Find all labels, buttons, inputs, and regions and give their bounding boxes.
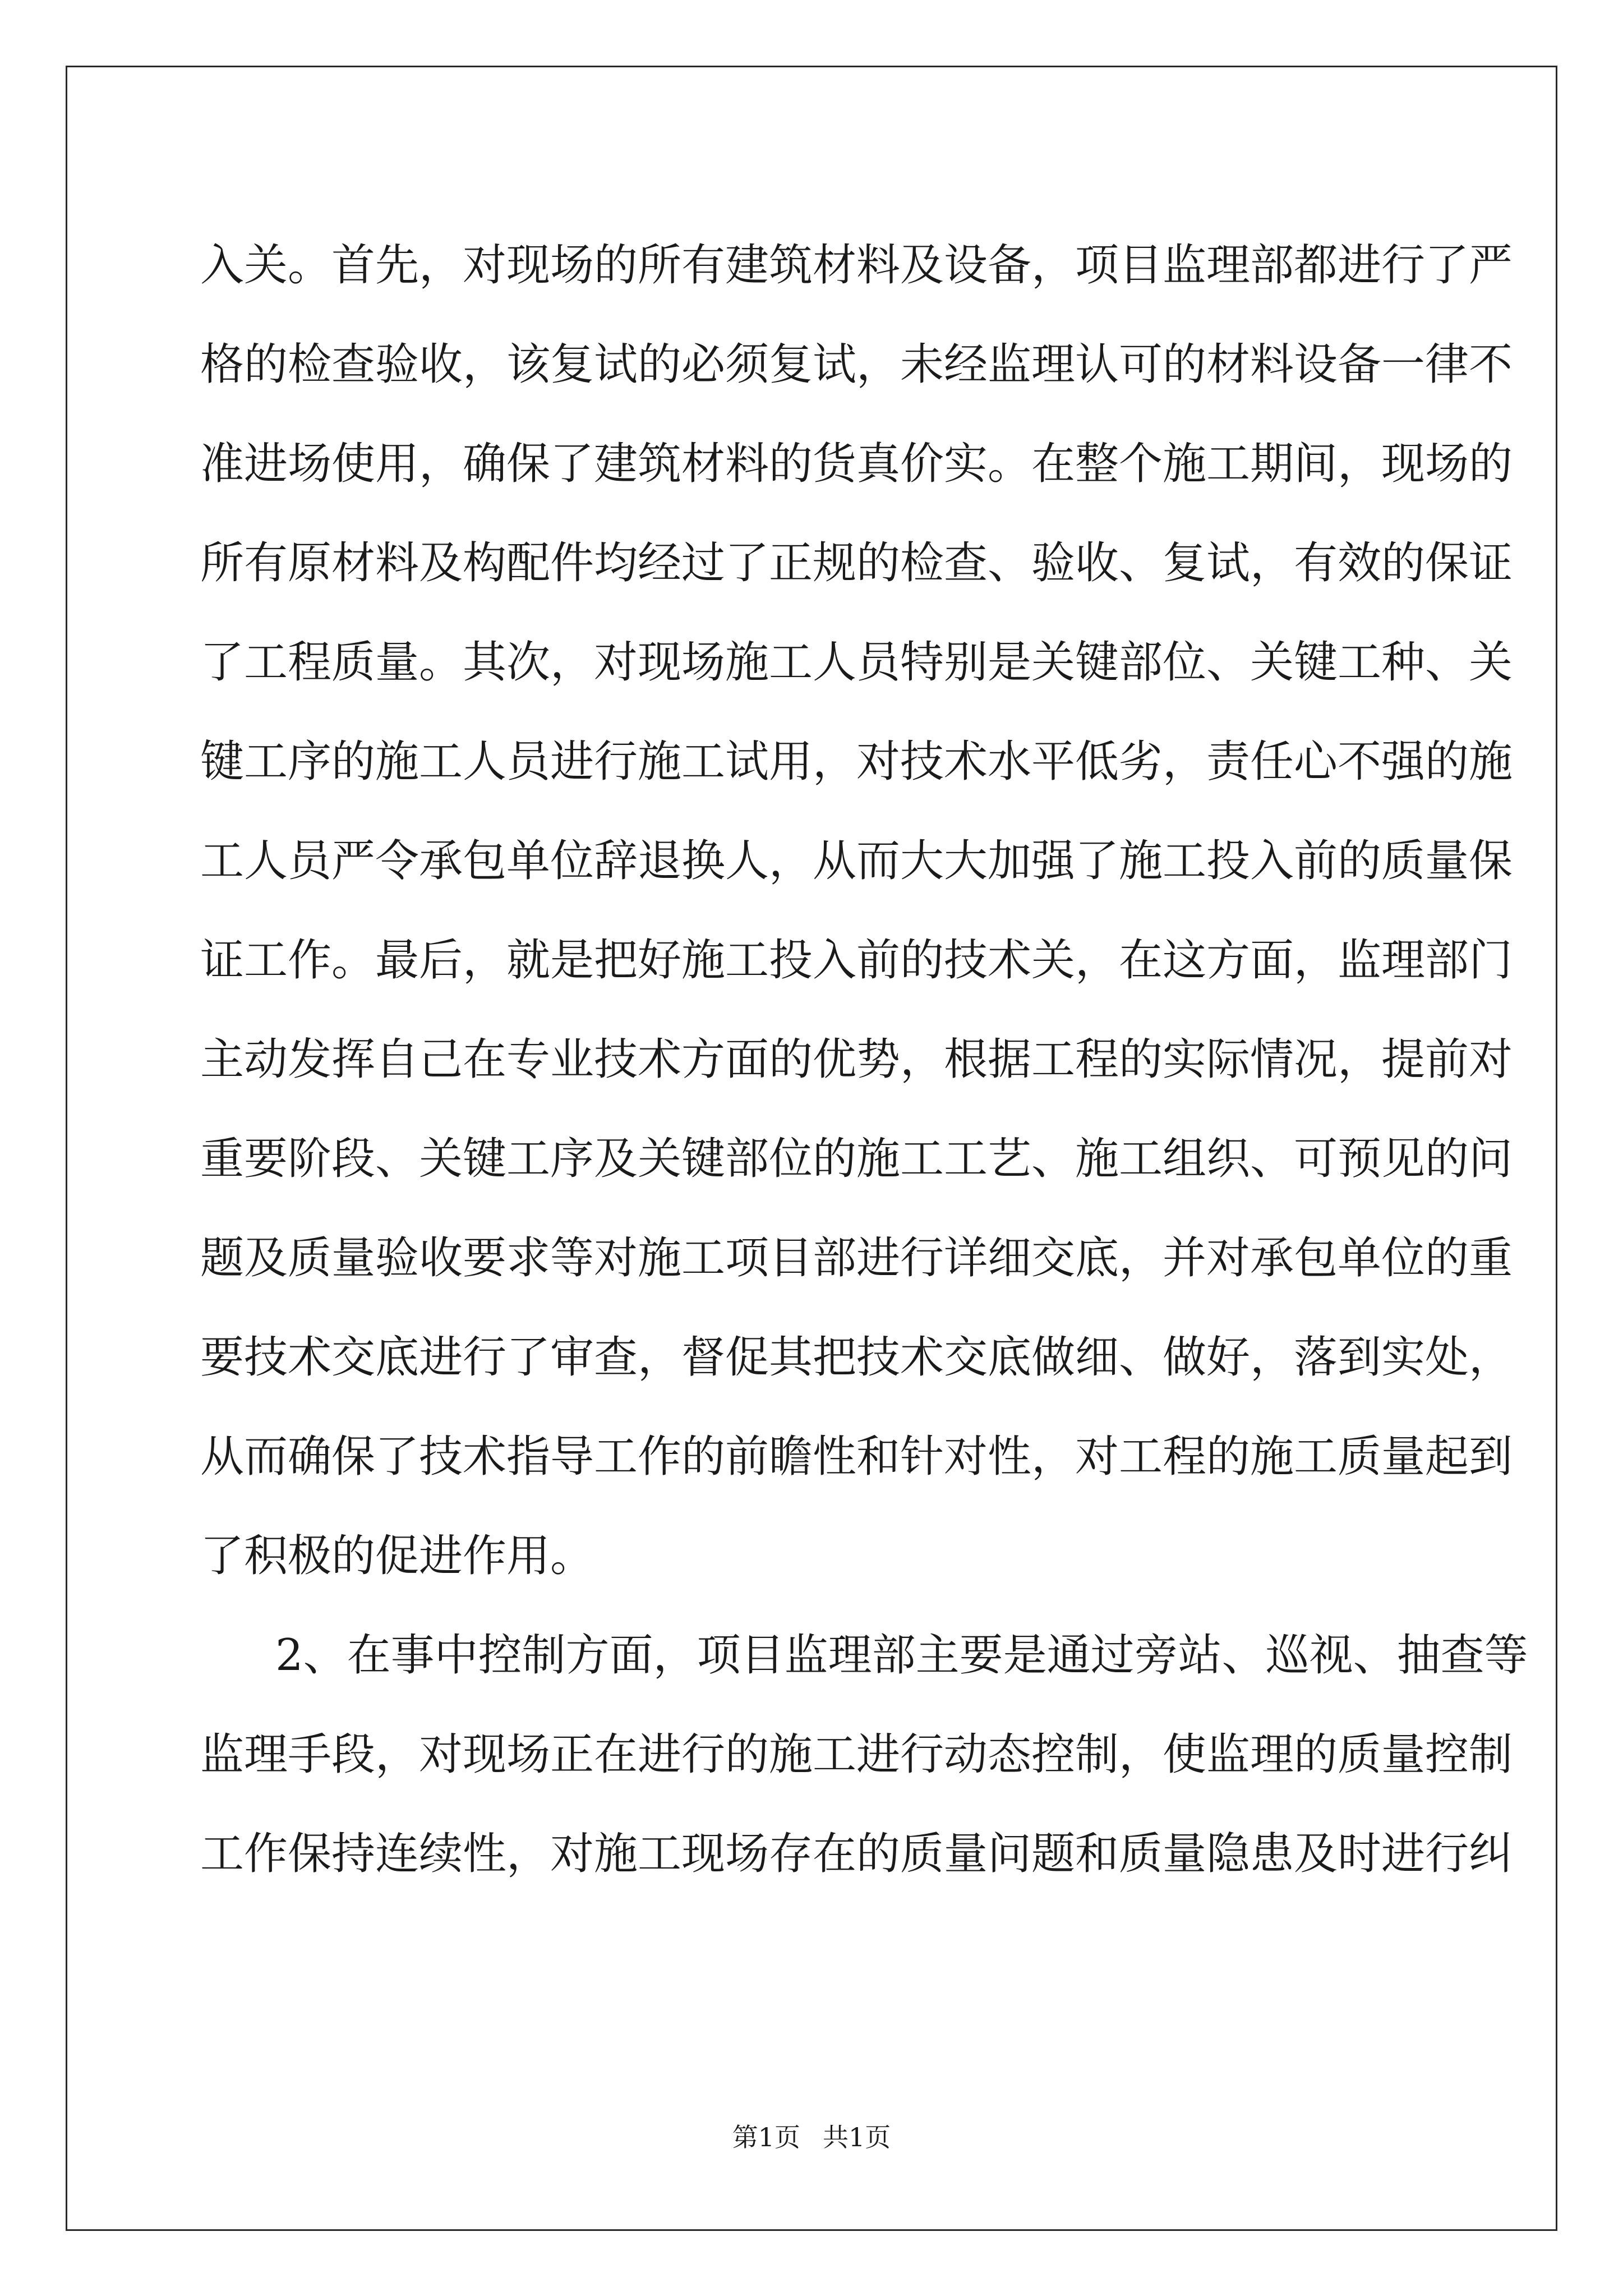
text-line: 工人员严令承包单位辞退换人，从而大大加强了施工投入前的质量保 (200, 836, 1513, 886)
text-line: 证工作。最后，就是把好施工投入前的技术关，在这方面，监理部门 (200, 935, 1513, 986)
text-line: 工作保持连续性，对施工现场存在的质量问题和质量隐患及时进行纠 (200, 1829, 1513, 1879)
text-line: 了积极的促进作用。 (200, 1531, 594, 1581)
text-line: 主动发挥自己在专业技术方面的优势，根据工程的实际情况，提前对 (200, 1034, 1513, 1085)
text-line: 题及质量验收要求等对施工项目部进行详细交底，并对承包单位的重 (200, 1233, 1513, 1283)
text-line: 入关。首先，对现场的所有建筑材料及设备，项目监理部都进行了严 (200, 240, 1513, 291)
text-line: 监理手段，对现场正在进行的施工进行动态控制，使监理的质量控制 (200, 1729, 1513, 1780)
page-footer (0, 2120, 1623, 2154)
text-line: 从而确保了技术指导工作的前瞻性和针对性，对工程的施工质量起到 (200, 1432, 1513, 1482)
text-line: 重要阶段、关键工序及关键部位的施工工艺、施工组织、可预见的问 (200, 1134, 1513, 1184)
text-line: 准进场使用，确保了建筑材料的货真价实。在整个施工期间，现场的 (200, 439, 1513, 489)
page-number: 第1页 (732, 2122, 800, 2152)
text-line: 格的检查验收，该复试的必须复试，未经监理认可的材料设备一律不 (200, 339, 1513, 390)
page-total: 共1页 (823, 2122, 891, 2152)
text-line: 键工序的施工人员进行施工试用，对技术水平低劣，责任心不强的施 (200, 737, 1513, 787)
text-line: 2、在事中控制方面，项目监理部主要是通过旁站、巡视、抽查等 (275, 1630, 1528, 1681)
text-line: 要技术交底进行了审查，督促其把技术交底做细、做好，落到实处， (200, 1332, 1513, 1383)
text-line: 了工程质量。其次，对现场施工人员特别是关键部位、关键工种、关 (200, 637, 1513, 688)
document-body (200, 216, 1528, 1904)
text-line: 所有原材料及构配件均经过了正规的检查、验收、复试，有效的保证 (200, 538, 1513, 588)
